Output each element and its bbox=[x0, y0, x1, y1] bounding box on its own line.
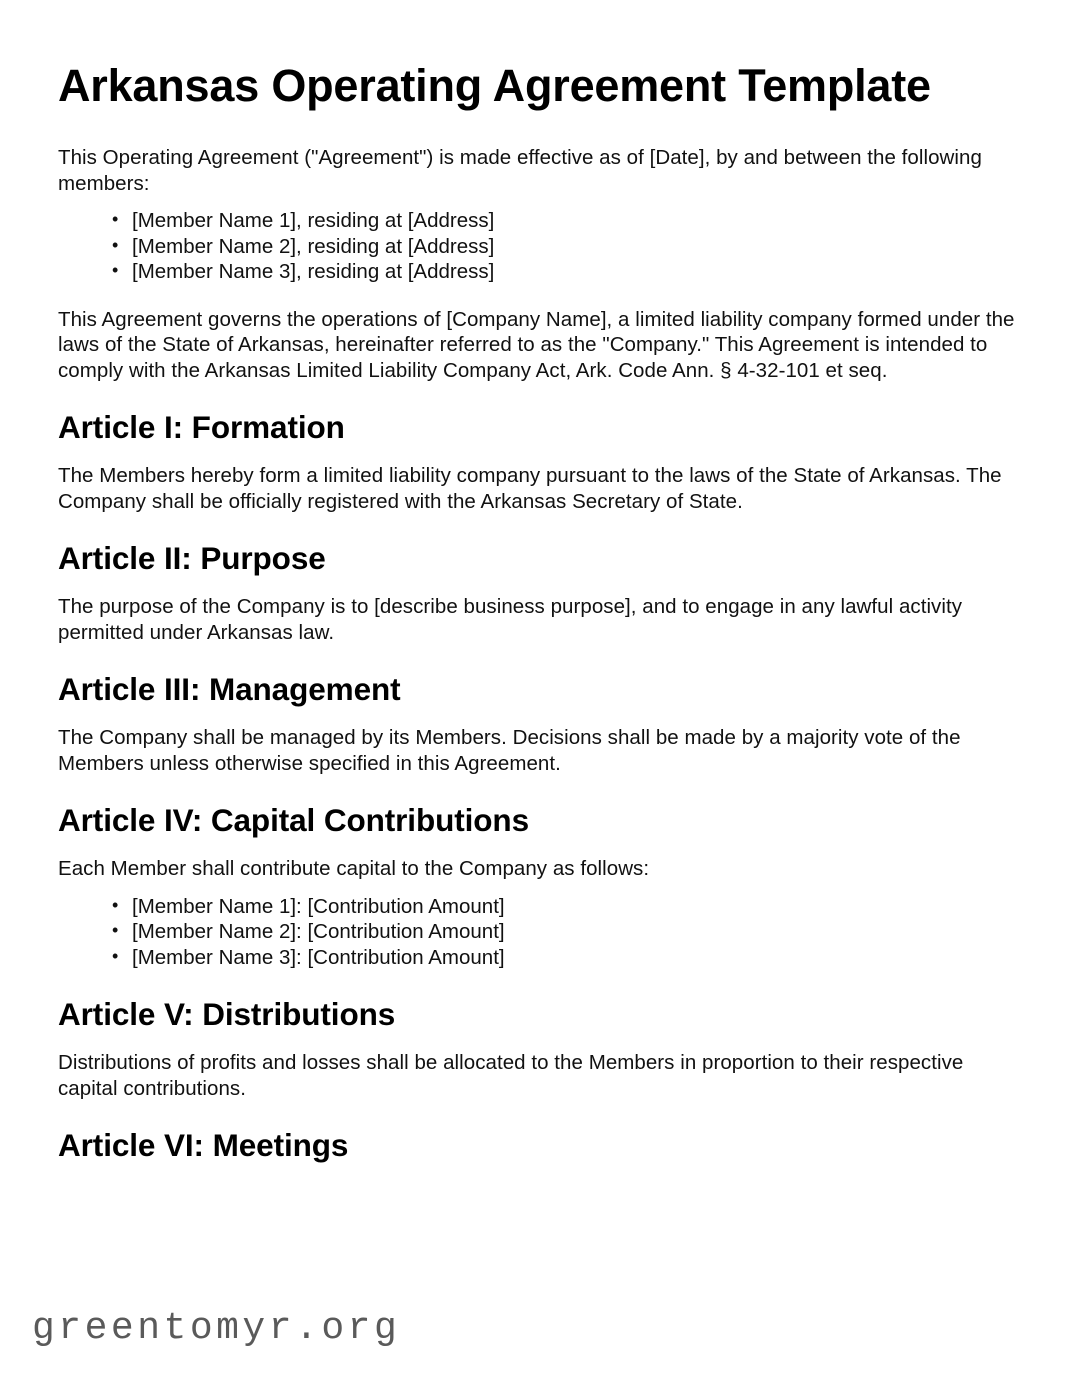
site-watermark: greentomyr.org bbox=[32, 1307, 401, 1350]
document-content bbox=[58, 62, 1016, 1163]
article-body-v: Distributions of profits and losses shall be allocated to the Members in proportion to their respective capital contributions. bbox=[58, 1051, 964, 1100]
article-heading-vi: Article VI: Meetings bbox=[58, 1127, 349, 1163]
list-item: • [Member Name 1], residing at [Address] bbox=[112, 208, 1016, 234]
article-body-iv: Each Member shall contribute capital to the Company as follows: bbox=[58, 857, 650, 880]
article-heading-ii: Article II: Purpose bbox=[58, 540, 326, 576]
article-body-ii: The purpose of the Company is to [describe business purpose], and to engage in any lawful activity permitted under Arkansas law. bbox=[58, 595, 963, 644]
article-heading-i: Article I: Formation bbox=[58, 409, 345, 445]
intro-paragraph: This Operating Agreement ("Agreement") is made effective as of [Date], by and between the following members: bbox=[58, 146, 982, 195]
list-item: • [Member Name 1]: [Contribution Amount] bbox=[112, 894, 1016, 920]
article-body-iii: The Company shall be managed by its Members. Decisions shall be made by a majority vote of the Members unless otherwise specified in this Agreement. bbox=[58, 726, 961, 775]
article-heading-v: Article V: Distributions bbox=[58, 996, 396, 1032]
list-item: • [Member Name 2]: [Contribution Amount] bbox=[112, 919, 1016, 945]
list-item: • [Member Name 3], residing at [Address] bbox=[112, 259, 1016, 285]
contributions-list bbox=[58, 894, 1016, 971]
article-body-i: The Members hereby form a limited liability company pursuant to the laws of the State of Arkansas. The Company shall be officially registered with the Arkansas Secretary of State. bbox=[58, 464, 1002, 513]
page-title: Arkansas Operating Agreement Template bbox=[58, 60, 931, 111]
governing-paragraph: This Agreement governs the operations of [Company Name], a limited liability company formed under the laws of the State of Arkansas, hereinafter referred to as the "Company." This Agreement is intended to comply with the Arkansas Limited Liability Company Act, Ark. Code Ann. § 4-32-101 et seq. bbox=[58, 307, 1015, 382]
members-list bbox=[58, 208, 1016, 285]
list-item: • [Member Name 2], residing at [Address] bbox=[112, 234, 1016, 260]
list-item: • [Member Name 3]: [Contribution Amount] bbox=[112, 945, 1016, 971]
article-heading-iv: Article IV: Capital Contributions bbox=[58, 802, 529, 838]
article-heading-iii: Article III: Management bbox=[58, 671, 401, 707]
